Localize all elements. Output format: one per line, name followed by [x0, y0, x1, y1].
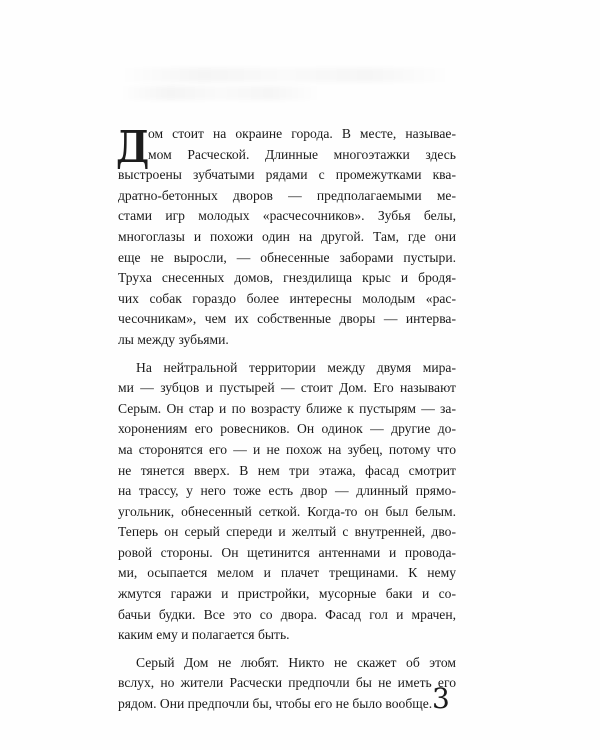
- paragraph-1: [118, 124, 456, 351]
- text-line: не тянется вверх. В нем три этажа, фасад смотрит: [118, 462, 456, 478]
- text-line: многоглазы и похожи один на другой. Там, где они: [118, 228, 456, 244]
- text-line: рядом. Они предпочли бы, чтобы его не было вообще.: [118, 696, 433, 712]
- text-line: На нейтральной территории между двумя мира-: [136, 359, 456, 375]
- text-line: угольник, обнесенный сеткой. Когда-то он был белым.: [118, 503, 456, 519]
- text-line: Теперь он серый спереди и желтый с внутренней, дво-: [118, 524, 456, 540]
- text-line: ом стоит на окраине города. В месте, называе-: [148, 126, 456, 141]
- text-line: хоронениям его ровесников. Он одинок — другие до-: [118, 421, 456, 437]
- bleed-through-line: [120, 86, 320, 100]
- drop-cap: Д: [116, 122, 149, 173]
- text-line: еще не выросли, — обнесенные заборами пустыри.: [118, 249, 456, 265]
- body-text: [118, 124, 456, 715]
- text-line: Серый Дом не любят. Никто не скажет об этом: [136, 654, 456, 670]
- text-line: вслух, но жители Расчески предпочли бы не иметь его: [118, 675, 456, 691]
- text-line: ма сторонятся его — и не похож на зубец, потому что: [118, 441, 456, 457]
- text-line: каким ему и полагается быть.: [118, 627, 290, 643]
- text-line: на трассу, у него тоже есть двор — длинный прямо-: [118, 483, 456, 499]
- text-line: лы между зубьями.: [118, 331, 229, 347]
- text-line: мом Расческой. Длинные многоэтажки здесь: [148, 146, 456, 162]
- text-line: жмутся гаражи и пристройки, мусорные баки и со-: [118, 586, 456, 602]
- text-line: стами игр молодых «расчесочников». Зубья белы,: [118, 208, 456, 224]
- text-line: Серым. Он стар и по возрасту ближе к пустырям — за-: [118, 400, 456, 416]
- text-line: чих собак гораздо более интересны молодым «рас-: [118, 290, 456, 306]
- text-line: Труха снесенных домов, гнездилища крыс и бродя-: [118, 270, 456, 286]
- text-line: чесочникам», чем их собственные дворы — интерва-: [118, 311, 456, 327]
- text-line: ми — зубцов и пустырей — стоит Дом. Его называют: [118, 380, 456, 396]
- text-line: дратно-бетонных дворов — предполагаемыми ме-: [118, 187, 456, 203]
- text-line: выстроены зубчатыми рядами с промежутками ква-: [118, 167, 456, 183]
- paragraph-2: [118, 358, 456, 646]
- bleed-through-line: [120, 68, 450, 82]
- page-number: 3: [432, 682, 450, 715]
- text-line: ровой стороны. Он щетинится антеннами и провода-: [118, 544, 456, 560]
- text-line: ми, осыпается мелом и плачет трещинами. К нему: [118, 565, 456, 581]
- text-line: бачьи будки. Все это со двора. Фасад гол и мрачен,: [118, 606, 456, 622]
- paragraph-3: [118, 653, 456, 715]
